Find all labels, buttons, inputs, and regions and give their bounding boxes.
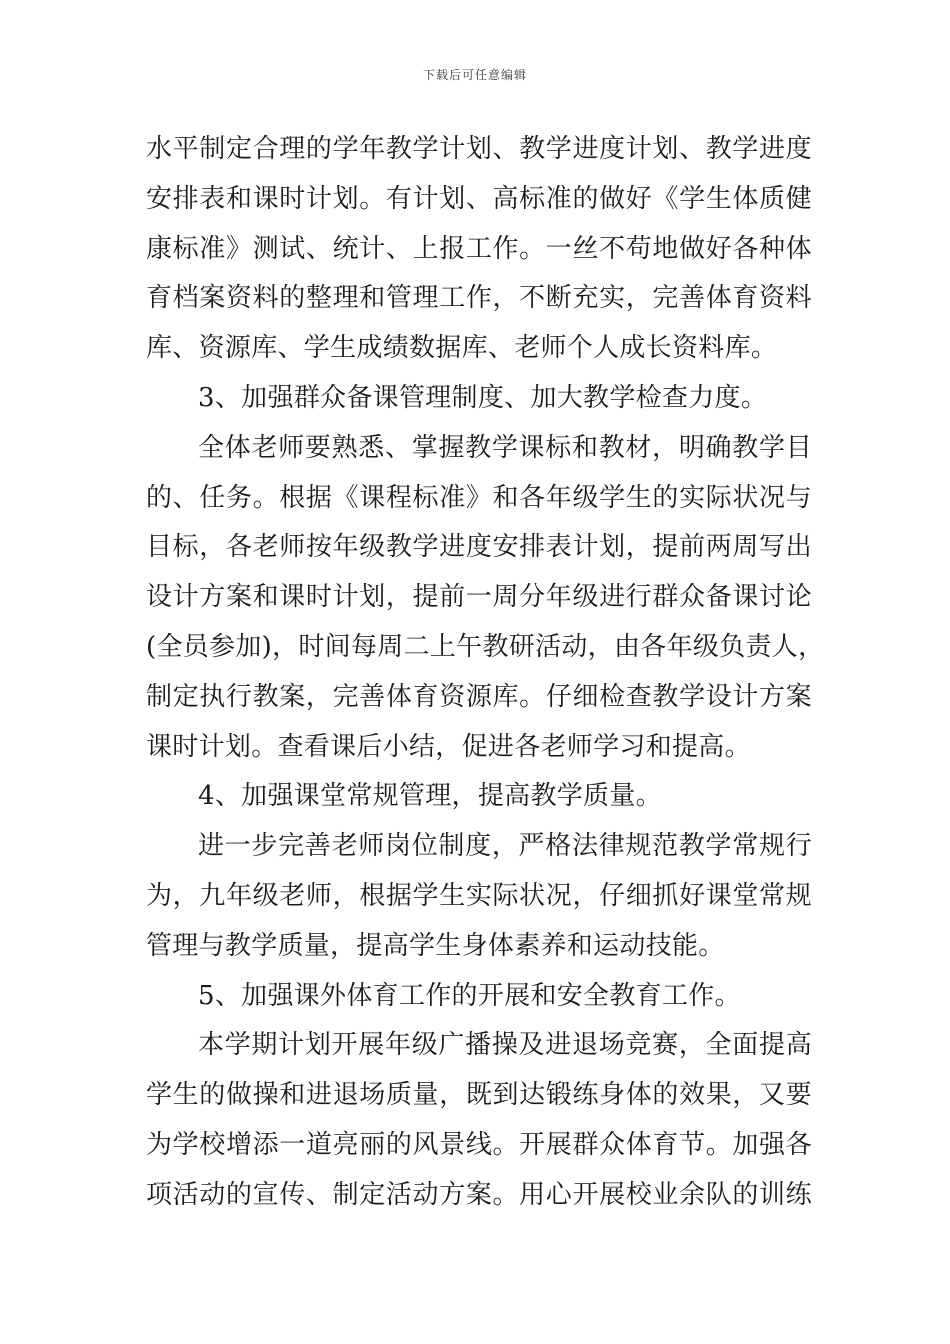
- text-line: 学生的做操和进退场质量，既到达锻练身体的效果，又要: [146, 1080, 812, 1111]
- text-line: 安排表和课时计划。有计划、高标准的做好《学生体质健: [146, 183, 812, 214]
- text-line: 课时计划。查看课后小结，促进各老师学习和提高。: [146, 731, 751, 762]
- text-line: 4、加强课堂常规管理，提高教学质量。: [198, 781, 662, 812]
- text-line: 育档案资料的整理和管理工作，不断充实，完善体育资料: [146, 283, 812, 314]
- text-line: 5、加强课外体育工作的开展和安全教育工作。: [198, 980, 741, 1011]
- text-line: 水平制定合理的学年教学计划、教学进度计划、教学进度: [146, 134, 812, 164]
- text-line: 目标，各老师按年级教学进度安排表计划，提前两周写出: [146, 532, 812, 563]
- text-line: 3、加强群众备课管理制度、加大教学检查力度。: [198, 382, 768, 413]
- text-line: (全员参加)，时间每周二上午教研活动，由各年级负责人，: [146, 631, 825, 662]
- text-line: 管理与教学质量，提高学生身体素养和运动技能。: [146, 930, 725, 961]
- text-line: 的、任务。根据《课程标准》和各年级学生的实际状况与: [146, 482, 812, 513]
- text-line: 设计方案和课时计划，提前一周分年级进行群众备课讨论: [146, 582, 812, 613]
- page-header-note: 下载后可任意编辑: [422, 68, 527, 82]
- text-line: 为，九年级老师，根据学生实际状况，仔细抓好课堂常规: [146, 880, 812, 911]
- text-line: 本学期计划开展年级广播操及进退场竞赛，全面提高: [198, 1030, 812, 1061]
- text-line: 制定执行教案，完善体育资源库。仔细检查教学设计方案: [146, 681, 812, 712]
- text-line: 为学校增添一道亮丽的风景线。开展群众体育节。加强各: [146, 1129, 812, 1160]
- text-line: 项活动的宣传、制定活动方案。用心开展校业余队的训练: [146, 1179, 812, 1210]
- text-line: 全体老师要熟悉、掌握教学课标和教材，明确教学目: [198, 432, 812, 463]
- text-line: 库、资源库、学生成绩数据库、老师个人成长资料库。: [146, 333, 778, 364]
- text-line: 康标准》测试、统计、上报工作。一丝不苟地做好各种体: [146, 233, 812, 264]
- text-line: 进一步完善老师岗位制度，严格法律规范教学常规行: [198, 831, 812, 862]
- document-body: [146, 125, 825, 1221]
